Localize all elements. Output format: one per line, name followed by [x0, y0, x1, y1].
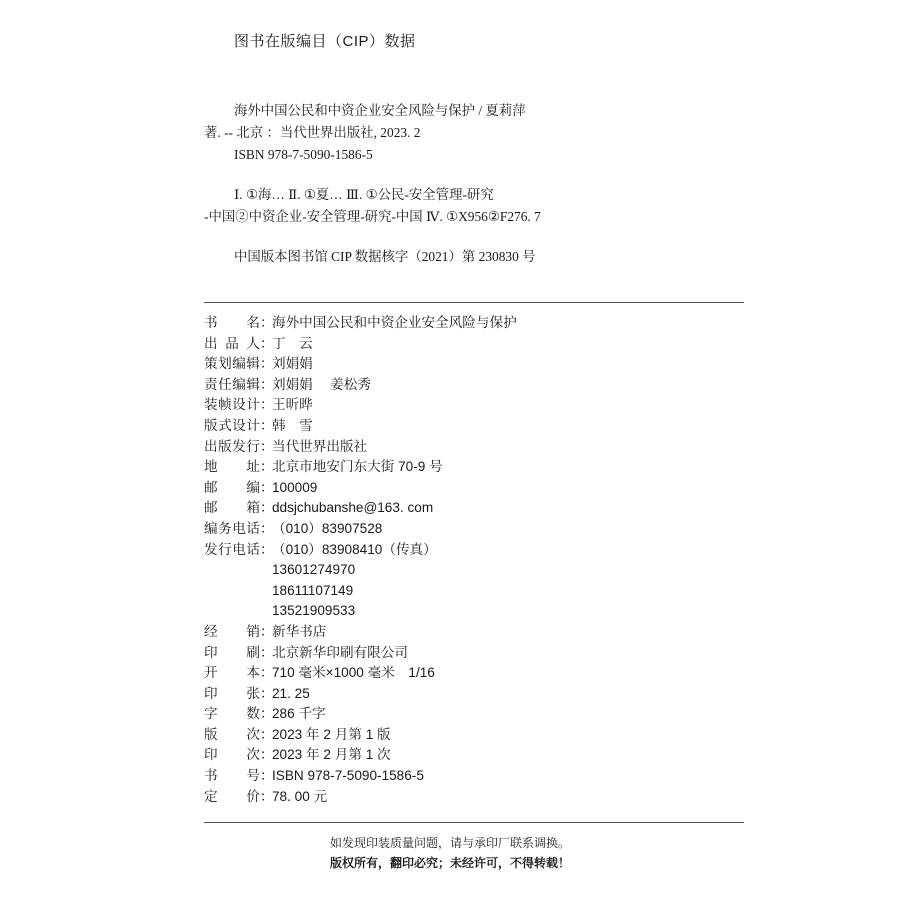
info-label: 装 帧 设 计	[204, 397, 260, 413]
info-row	[204, 375, 517, 396]
info-value: 北京市地安门东大街 70-9 号	[272, 459, 443, 475]
info-label: 印 张	[204, 685, 260, 701]
info-label: 印 刷	[204, 644, 260, 660]
info-value: 13521909533	[272, 603, 356, 619]
info-row	[204, 643, 517, 664]
info-colon: ：	[260, 726, 274, 742]
info-row	[204, 457, 517, 478]
info-value: 当代世界出版社	[272, 438, 368, 454]
info-row	[204, 704, 517, 725]
info-value: 海外中国公民和中资企业安全风险与保护	[272, 315, 517, 330]
info-colon: ：	[260, 479, 274, 495]
info-colon: ：	[260, 459, 274, 475]
info-row	[204, 787, 517, 808]
info-label: 策 划 编 辑	[204, 356, 260, 372]
info-colon: ：	[260, 315, 274, 330]
info-row	[204, 581, 517, 602]
info-label: 发 行 电 话	[204, 541, 260, 557]
info-label: 字 数	[204, 706, 260, 722]
info-label: 出 品 人	[204, 335, 260, 351]
cip-header: 图书在版编目（CIP）数据	[234, 33, 416, 50]
cip-line: 中国版本图书馆 CIP 数据核字（2021）第 230830 号	[234, 249, 536, 264]
info-colon: ：	[260, 685, 274, 701]
info-row	[204, 560, 517, 581]
info-colon: ：	[260, 623, 274, 639]
info-label: 版 式 设 计	[204, 417, 260, 433]
info-colon: ：	[260, 335, 274, 351]
cip-line: ISBN 978-7-5090-1586-5	[234, 147, 373, 162]
footer-notice	[0, 833, 900, 873]
info-label: 邮 编	[204, 479, 260, 495]
info-value: 13601274970	[272, 562, 356, 578]
info-value: 2023 年 2 月第 1 次	[272, 747, 391, 763]
info-value: 21. 25	[272, 685, 310, 701]
info-value: ddsjchubanshe@163. com	[272, 500, 434, 516]
publication-info-table	[204, 313, 517, 807]
info-colon: ：	[260, 356, 274, 372]
info-value: ISBN 978-7-5090-1586-5	[272, 768, 424, 784]
cip-line: -中国②中资企业-安全管理-研究-中国 Ⅳ. ①X956②F276. 7	[204, 209, 541, 224]
info-colon: ：	[260, 665, 274, 681]
cip-spacer	[204, 166, 764, 184]
info-row	[204, 354, 517, 375]
info-label: 编 务 电 话	[204, 520, 260, 536]
info-row	[204, 725, 517, 746]
top-divider	[204, 302, 744, 303]
info-value: 王昕晔	[272, 397, 313, 413]
info-value: 刘娟娟 姜松秀	[272, 376, 371, 392]
info-label: 开 本	[204, 665, 260, 681]
info-label: 责 任 编 辑	[204, 376, 260, 392]
info-colon: ：	[260, 520, 274, 536]
info-row	[204, 519, 517, 540]
cip-spacer	[204, 228, 764, 246]
info-colon: ：	[260, 376, 274, 392]
info-label: 经 销	[204, 623, 260, 639]
info-value: （010）83907528	[272, 520, 383, 536]
info-label: 印 次	[204, 747, 260, 763]
bottom-divider	[204, 822, 744, 823]
info-colon: ：	[260, 500, 274, 516]
info-row	[204, 437, 517, 458]
info-value: 刘娟娟	[272, 356, 313, 372]
info-label: 地 址	[204, 459, 260, 475]
info-value: 新华书店	[272, 623, 327, 639]
info-value: 286 千字	[272, 706, 326, 722]
info-row	[204, 416, 517, 437]
info-row	[204, 498, 517, 519]
info-label: 出 版 发 行	[204, 438, 260, 454]
info-row	[204, 684, 517, 705]
info-value: 韩 雪	[272, 417, 313, 433]
info-value: 2023 年 2 月第 1 版	[272, 726, 391, 742]
info-row	[204, 540, 517, 561]
info-label: 书 号	[204, 768, 260, 784]
copyright-notice: 版权所有，翻印必究；未经许可，不得转载！	[329, 856, 570, 870]
info-row	[204, 663, 517, 684]
info-row	[204, 745, 517, 766]
info-value: 78. 00 元	[272, 788, 328, 804]
info-value: 100009	[272, 479, 318, 495]
info-value: 北京新华印刷有限公司	[272, 644, 408, 660]
info-colon: ：	[260, 438, 274, 454]
info-label: 版 次	[204, 726, 260, 742]
info-row	[204, 478, 517, 499]
info-colon: ：	[260, 768, 274, 784]
info-colon: ：	[260, 397, 274, 413]
info-row	[204, 313, 517, 334]
info-colon: ：	[260, 706, 274, 722]
info-value: 丁 云	[272, 335, 313, 351]
info-value: 18611107149	[272, 582, 354, 598]
cip-line: 著. -- 北京 ：当代世界出版社, 2023. 2	[204, 125, 421, 140]
info-row	[204, 766, 517, 787]
cip-data-block	[204, 100, 764, 268]
info-colon: ：	[260, 747, 274, 763]
info-row	[204, 334, 517, 355]
info-colon: ：	[260, 417, 274, 433]
info-colon: ：	[260, 788, 274, 804]
info-row	[204, 622, 517, 643]
info-row	[204, 601, 517, 622]
info-row	[204, 395, 517, 416]
info-colon: ：	[260, 644, 274, 660]
info-value: 710 毫米×1000 毫米 1/16	[272, 665, 435, 681]
info-value: （010）83908410（传真）	[272, 541, 437, 557]
print-quality-notice: 如发现印装质量问题，请与承印厂联系调换。	[329, 836, 570, 850]
cip-line: 海外中国公民和中资企业安全风险与保护 / 夏莉萍	[234, 103, 526, 118]
cip-line: Ⅰ. ①海… Ⅱ. ①夏… Ⅲ. ①公民-安全管理-研究	[234, 187, 494, 202]
info-colon: ：	[260, 541, 274, 557]
info-label: 邮 箱	[204, 500, 260, 516]
info-label: 定 价	[204, 788, 260, 804]
info-label: 书 名	[204, 315, 260, 330]
